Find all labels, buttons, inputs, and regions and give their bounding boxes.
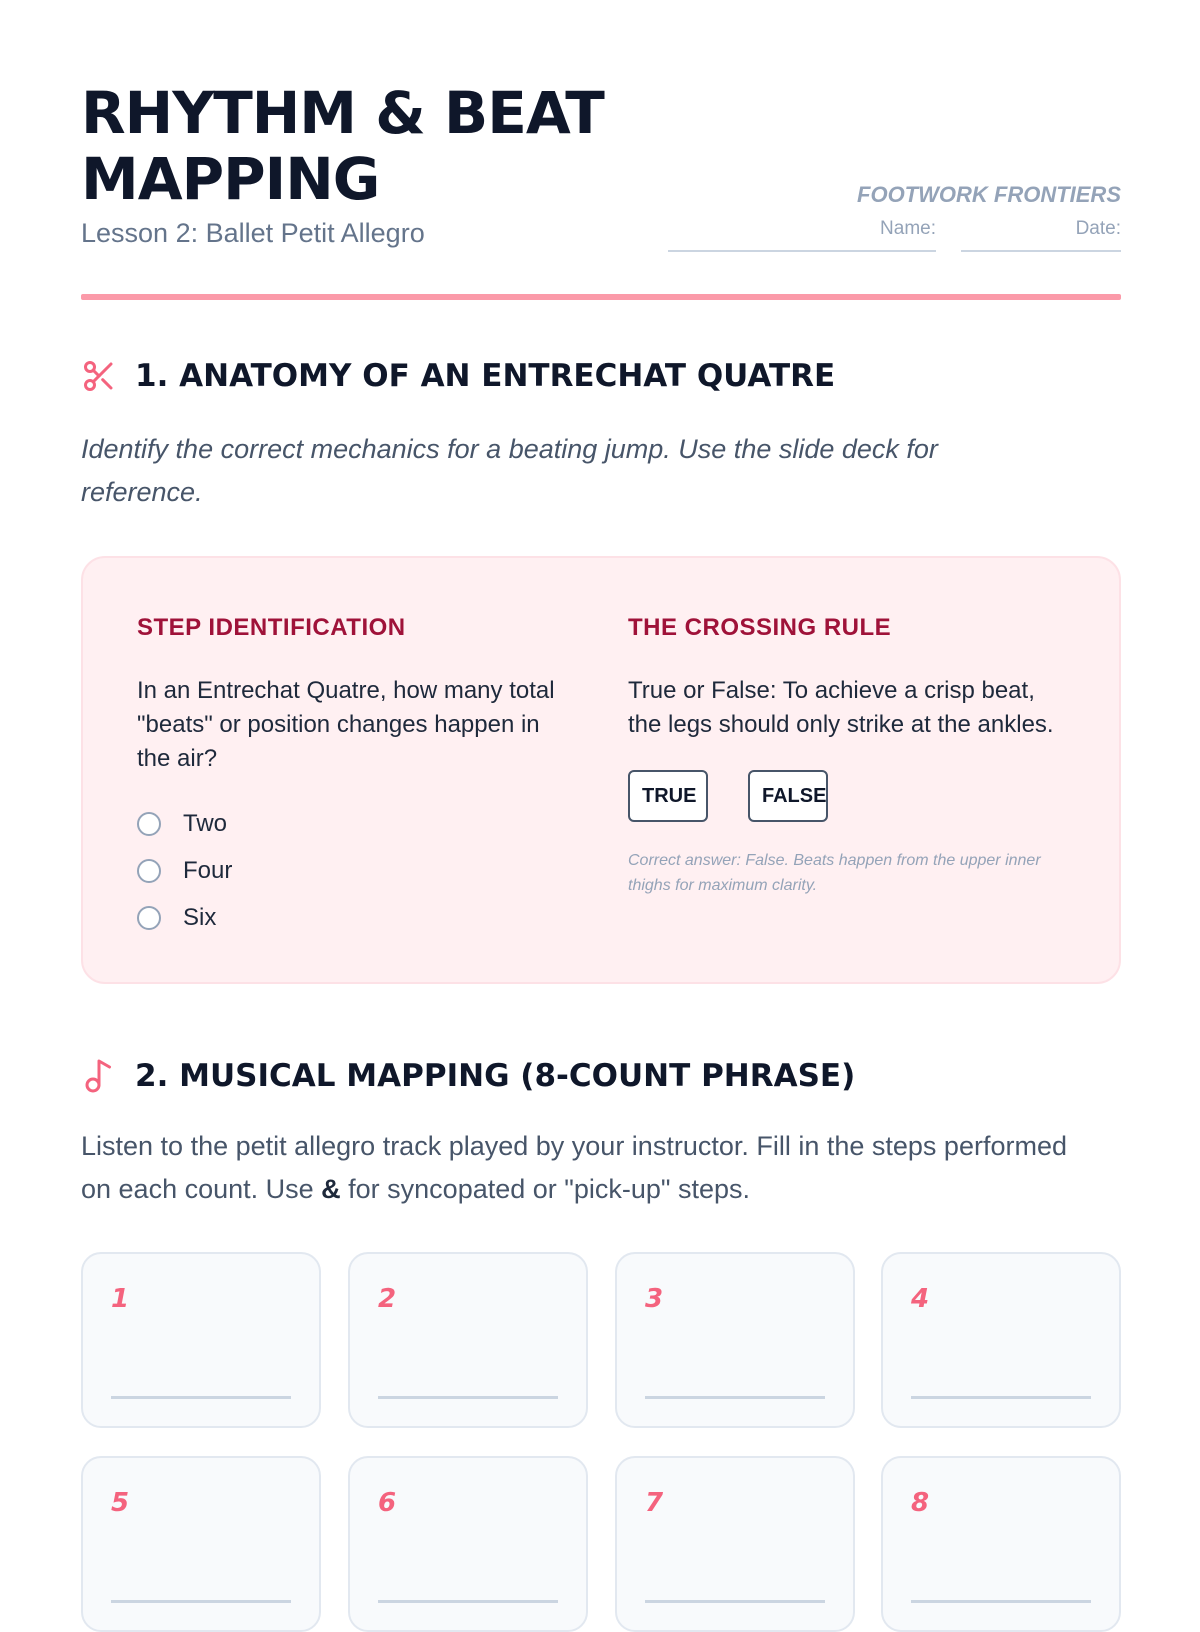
answer-line[interactable] [111,1600,291,1603]
count-box[interactable] [348,1456,588,1632]
worksheet-header [81,0,1121,300]
worksheet-page [81,0,1121,1518]
radio-button[interactable] [137,906,161,930]
count-number: 8 [911,1488,930,1518]
option-two[interactable] [137,800,577,847]
radio-button[interactable] [137,859,161,883]
step-identification-question: In an Entrechat Quatre, how many total "beats" or position changes happen in the air? [137,677,555,772]
brand-name: FOOTWORK FRONTIERS [857,182,1121,207]
radio-button[interactable] [137,812,161,836]
true-button[interactable]: TRUE [628,770,708,822]
count-number: 4 [911,1284,930,1314]
section-2-instructions [81,1125,1081,1211]
date-field[interactable] [961,218,1121,252]
name-field[interactable] [668,218,936,252]
count-box[interactable] [881,1252,1121,1428]
instructions-text-end: for syncopated or "pick-up" steps. [340,1174,751,1204]
answer-line[interactable] [645,1396,825,1399]
name-label: Name: [880,218,936,239]
ampersand-symbol: & [321,1174,341,1204]
count-box[interactable] [881,1456,1121,1632]
crossing-rule-question: True or False: To achieve a crisp beat, the legs should only strike at the ankles. [628,677,1054,738]
option-four[interactable] [137,847,577,894]
crossing-rule-column [628,614,1068,898]
count-box[interactable] [615,1252,855,1428]
count-box[interactable] [81,1252,321,1428]
answer-line[interactable] [378,1396,558,1399]
answer-line[interactable] [911,1396,1091,1399]
section-2-heading [81,1058,855,1094]
crossing-rule-title: THE CROSSING RULE [628,614,892,641]
option-label: Two [183,809,228,837]
true-false-buttons [628,770,1068,822]
count-number: 3 [645,1284,664,1314]
count-number: 2 [378,1284,397,1314]
count-box[interactable] [615,1456,855,1632]
date-label: Date: [1075,218,1121,239]
instructions-text: Listen to the petit allegro track played by your instructor. Fill in the steps performed on each count. Use [81,1131,1067,1204]
count-box[interactable] [348,1252,588,1428]
option-six[interactable] [137,894,577,941]
answer-line[interactable] [111,1396,291,1399]
step-identification-column [137,614,577,941]
header-divider [81,294,1121,300]
section-1-heading [81,358,835,394]
answer-line[interactable] [645,1600,825,1603]
scissors-icon [81,358,117,394]
answer-line[interactable] [911,1600,1091,1603]
section-2-title: 2. MUSICAL MAPPING (8-COUNT PHRASE) [135,1058,856,1094]
beat-count-options [137,800,577,941]
page-title: RHYTHM & BEAT MAPPING [81,79,604,213]
count-box[interactable] [81,1456,321,1632]
lesson-subtitle: Lesson 2: Ballet Petit Allegro [81,218,425,248]
option-label: Six [183,903,217,931]
music-note-icon [81,1058,117,1094]
section-1-instructions: Identify the correct mechanics for a beating jump. Use the slide deck for reference. [81,434,938,507]
answer-line[interactable] [378,1600,558,1603]
section-1-title: 1. ANATOMY OF AN ENTRECHAT QUATRE [135,358,836,394]
option-label: Four [183,856,233,884]
step-identification-title: STEP IDENTIFICATION [137,614,406,641]
count-number: 5 [111,1488,130,1518]
count-number: 7 [645,1488,664,1518]
entrechat-question-card [81,556,1121,984]
answer-note: Correct answer: False. Beats happen from the upper inner thighs for maximum clarity. [628,852,1041,894]
false-button[interactable]: FALSE [748,770,828,822]
count-number: 1 [111,1284,130,1314]
count-number: 6 [378,1488,397,1518]
